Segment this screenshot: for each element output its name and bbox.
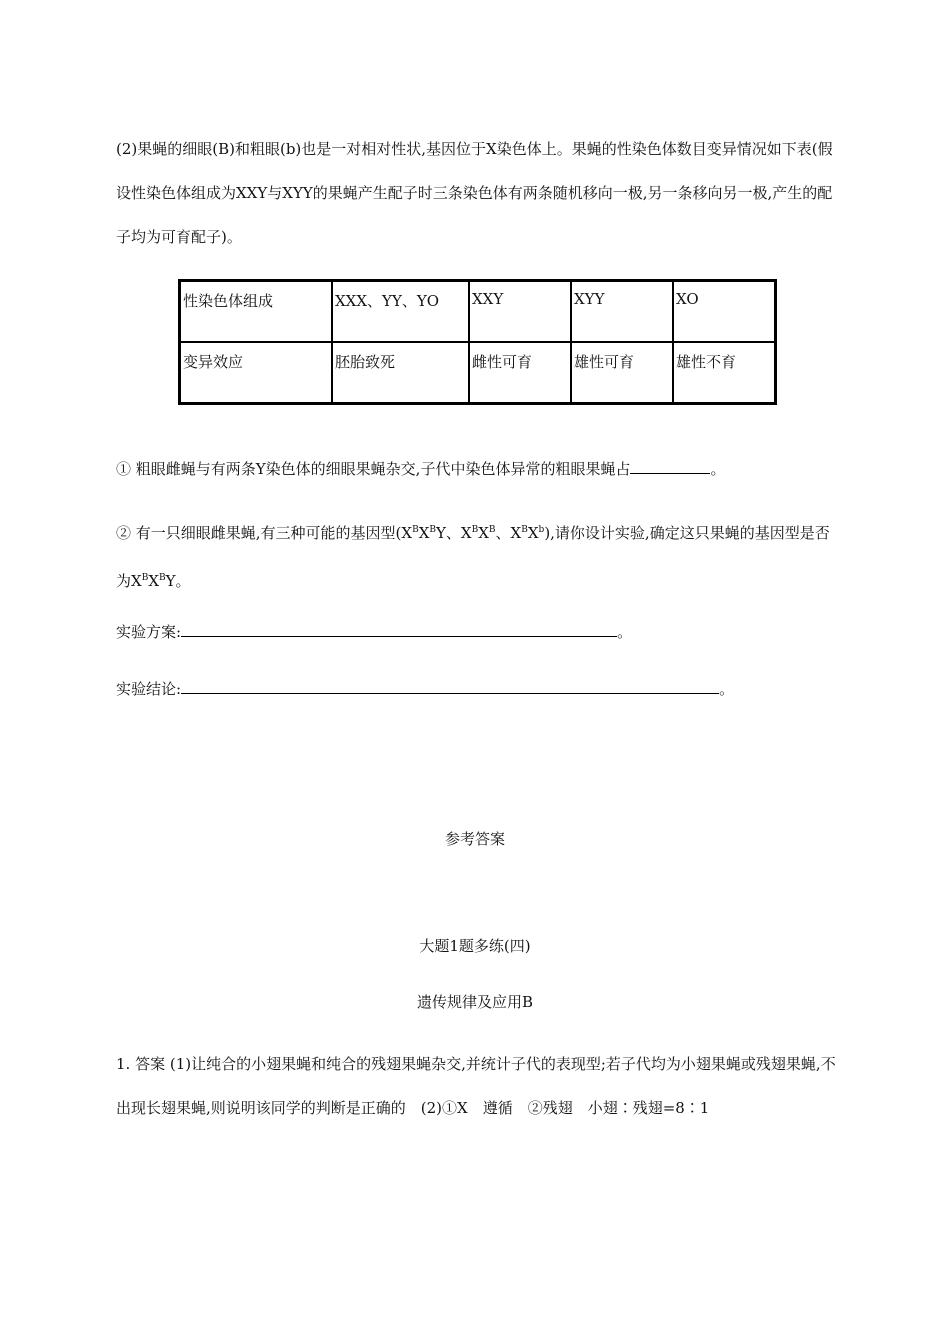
answers-heading: 参考答案: [444, 830, 505, 848]
genotype-sup: B: [521, 525, 528, 535]
experiment-plan-blank[interactable]: [181, 620, 617, 637]
genotype-text: Y。: [165, 572, 191, 590]
table-cell: 雄性不育: [673, 342, 776, 404]
experiment-conclusion-end: 。: [719, 680, 735, 698]
genotype-text: X: [478, 524, 489, 542]
table-cell: 变异效应: [180, 342, 333, 404]
answers-subtitle: 遗传规律及应用B: [416, 993, 534, 1011]
table-cell: 胚胎致死: [332, 342, 469, 404]
genotype-text: Y、X: [436, 524, 472, 542]
genotype-sup: B: [429, 525, 437, 535]
table-cell: 性染色体组成: [180, 281, 333, 343]
genotype-text: X: [148, 572, 159, 590]
question-intro: (2)果蝇的细眼(B)和粗眼(b)也是一对相对性状,基因位于X染色体上。果蝇的性染色体数目变异情况如下表(假设性染色体组成为XXY与XYY的果蝇产生配子时三条染色体有两条随机移向一极,另一条移向另一极,产生的配子均为可育配子)。: [116, 140, 833, 246]
genotype-sup: B: [141, 573, 149, 583]
answer-1: 1. 答案 (1)让纯合的小翅果蝇和纯合的残翅果蝇杂交,并统计子代的表现型;若子代均为小翅果蝇或残翅果蝇,不出现长翅果蝇,则说明该同学的判断是正确的 (2)①X 遵循 ②残翅 小翅∶残翅=8∶1: [116, 1055, 836, 1117]
sex-chromosome-table: [178, 279, 777, 405]
genotype-text: 、X: [495, 524, 522, 542]
experiment-plan: [116, 617, 836, 647]
sub-question-1-end: 。: [710, 460, 726, 478]
sub-question-1-text: ① 粗眼雌蝇与有两条Y染色体的细眼果蝇杂交,子代中染色体异常的粗眼果蝇占: [116, 460, 631, 478]
genotype-sup: B: [488, 525, 496, 535]
genotype-sup: B: [412, 525, 419, 535]
table-row: [180, 342, 776, 404]
genotype-sup: b: [538, 525, 545, 535]
experiment-conclusion-blank[interactable]: [181, 677, 719, 694]
sub-question-2: [116, 509, 836, 605]
sub-question-1: [116, 454, 836, 484]
answers-title: 大题1题多练(四): [419, 937, 531, 955]
table-cell: 雄性可育: [571, 342, 673, 404]
sub-question-2-text-a: ② 有一只细眼雌果蝇,有三种可能的基因型(X: [116, 524, 413, 542]
genotype-sup: B: [471, 525, 479, 535]
table-cell: XXY: [469, 281, 571, 343]
experiment-plan-label: 实验方案:: [116, 623, 182, 641]
table-cell: XYY: [571, 281, 673, 343]
sub-question-2-text-b: ),请你设计实验,确定这只果蝇的基因型是否为X: [116, 524, 830, 590]
genotype-sup: B: [159, 573, 166, 583]
table-cell: XXX、YY、YO: [332, 281, 469, 343]
experiment-conclusion-label: 实验结论:: [116, 680, 182, 698]
experiment-conclusion: [116, 674, 836, 704]
answer-blank-1[interactable]: [630, 457, 710, 474]
genotype-text: X: [527, 524, 539, 542]
table-cell: 雌性可育: [469, 342, 571, 404]
experiment-plan-end: 。: [617, 623, 633, 641]
table-cell: XO: [673, 281, 776, 343]
genotype-text: X: [418, 524, 430, 542]
table-row: [180, 281, 776, 343]
